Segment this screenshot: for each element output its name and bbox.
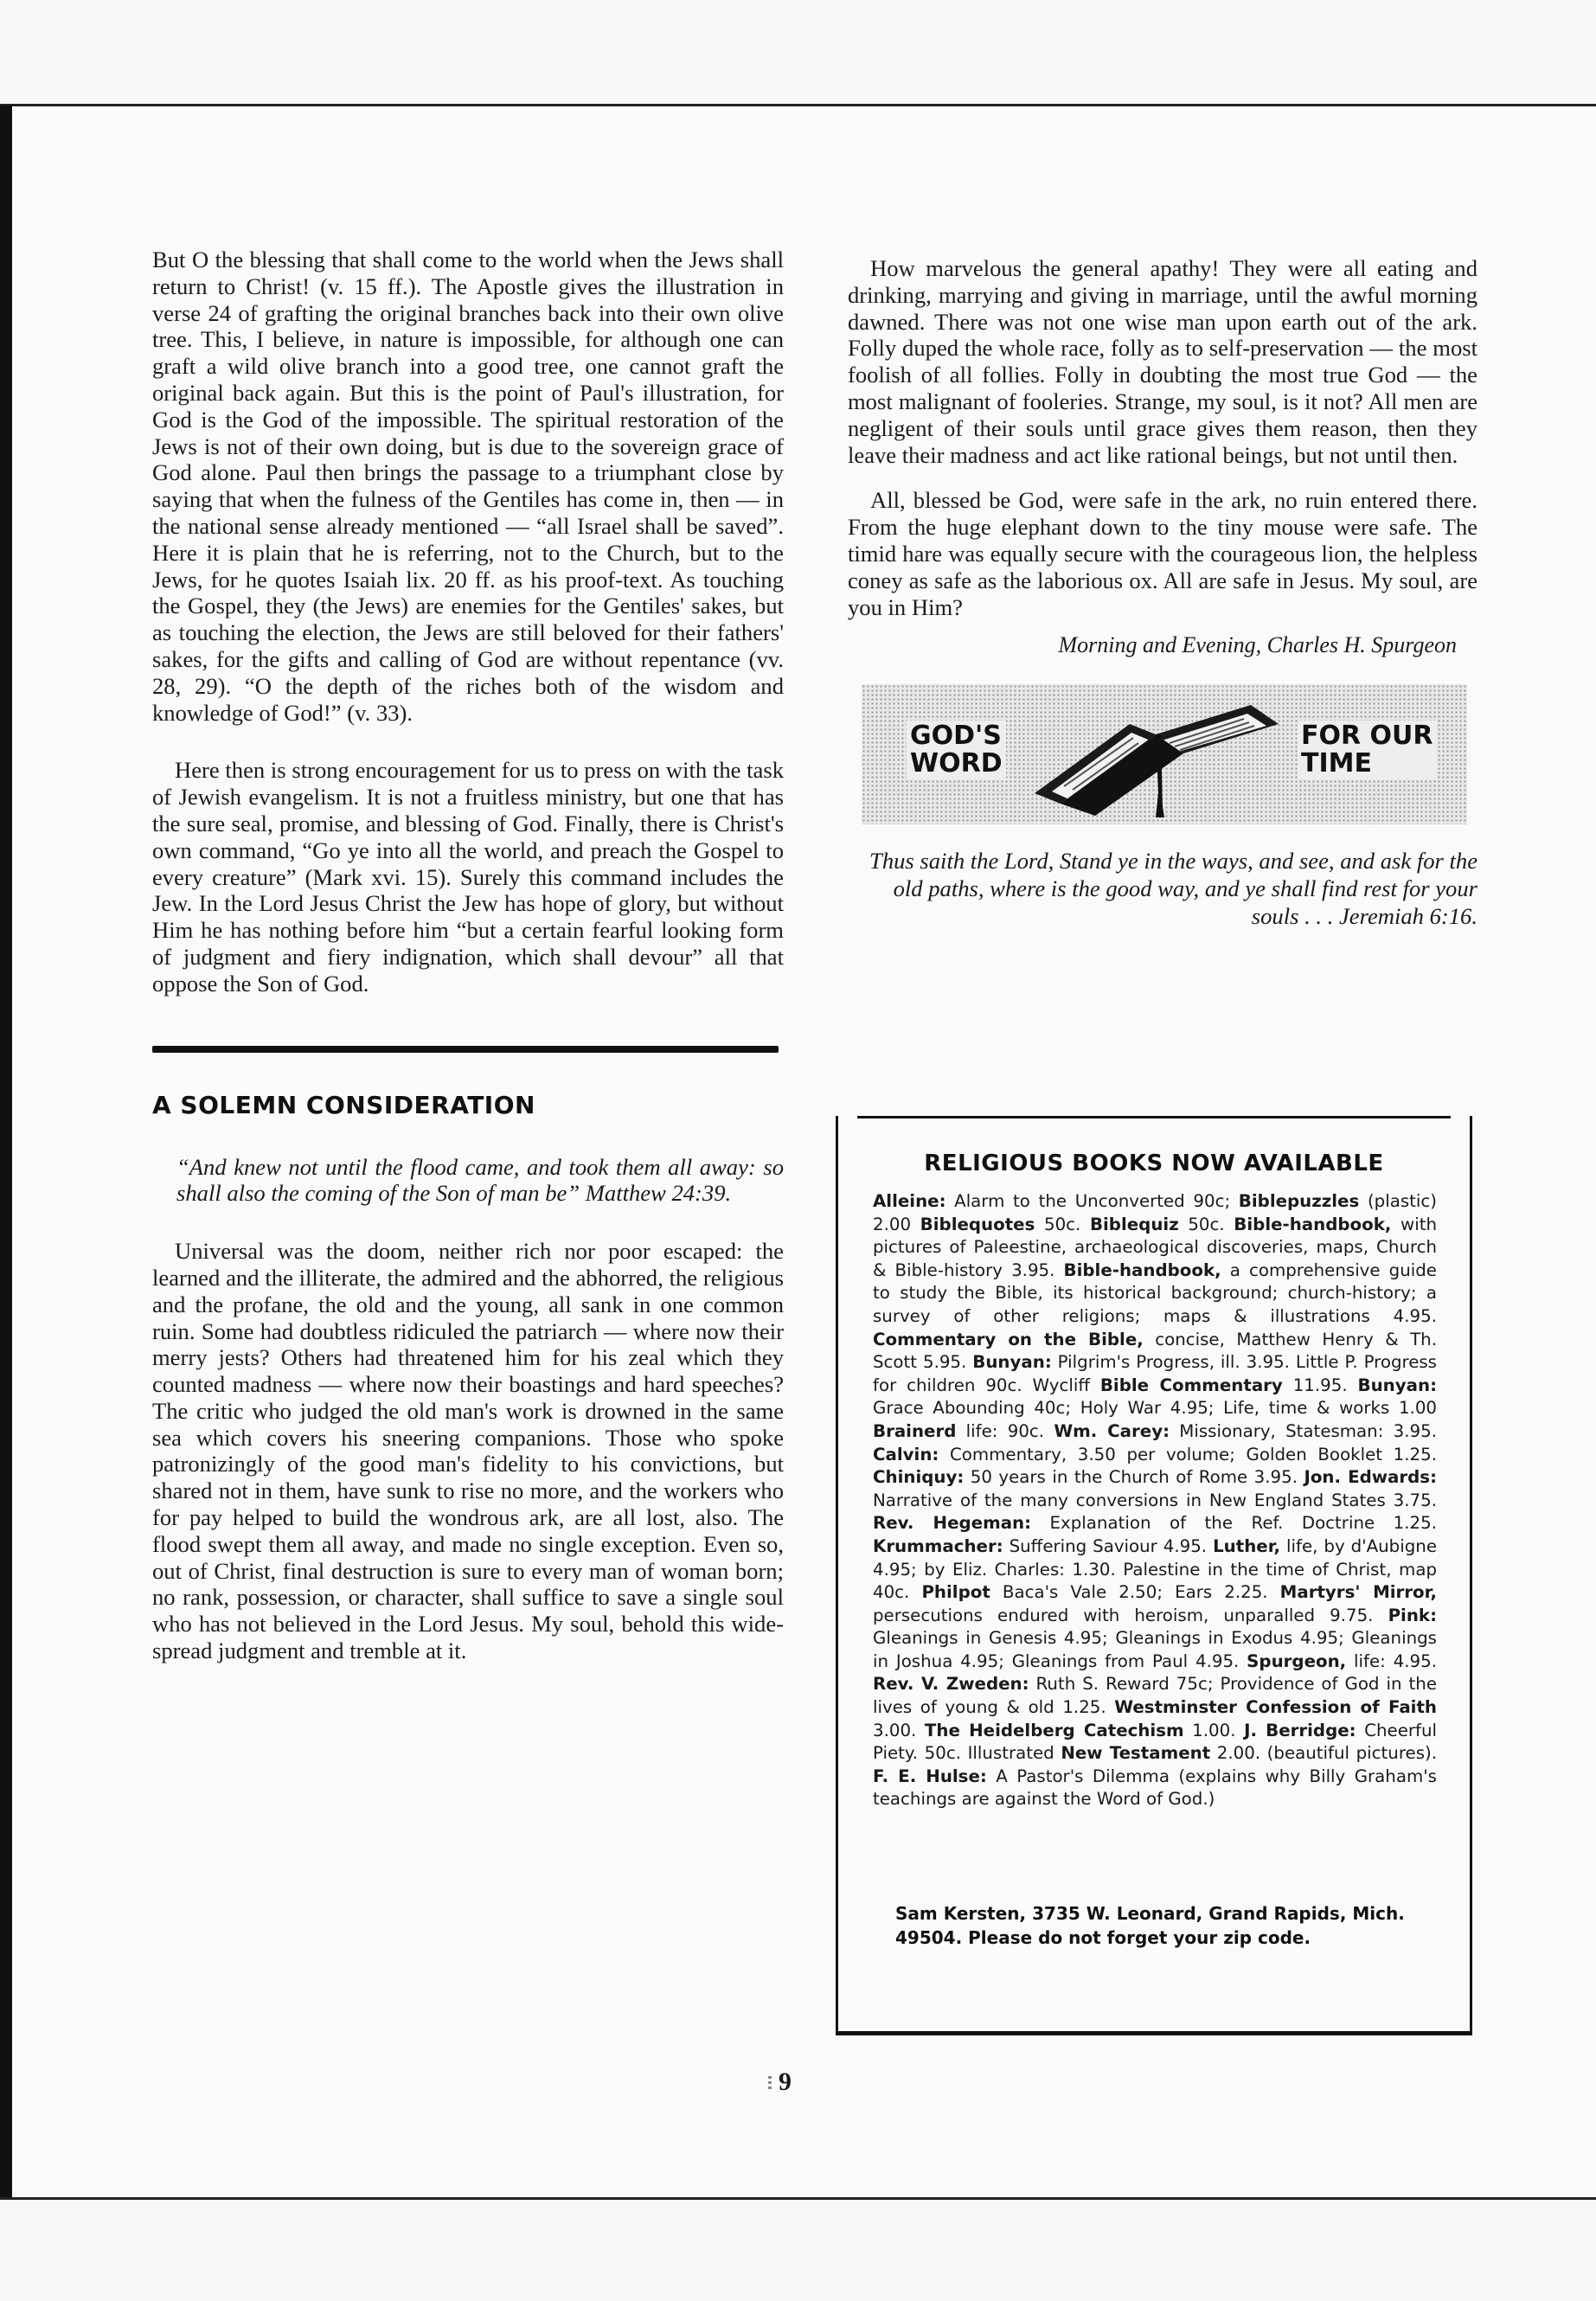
ad-entry-title: Luther, bbox=[1213, 1535, 1281, 1556]
left-paragraph-3: Universal was the doom, neither rich nor poor escaped: the learned and the illiterate, the admired and the abhorred, the religious and the profane, the old and the young, all sank in one common ruin. Some had doubtless ridiculed the patriarch — where now their merry jests? Others had threatened him for his zeal which they counted madness — where now their boastings and hard speeches? The critic who judged the old man's work is drowned in the same sea which covers his sneering companions. Those who spoke patronizingly of the good man's fidelity to his convictions, but shared not in them, have sunk to rise no more, and the workers who for pay helped to build the wondrous ark, are all lost, also. The flood swept them all away, and made no single exception. Even so, out of Christ, final destruction is sure to every man of woman born; no rank, possession, or character, shall suffice to save a single soul who has not believed in the Lord Jesus. My soul, behold this wide-spread judgment and tremble at it. bbox=[152, 1238, 784, 1664]
ad-entry-title: Rev. V. Zweden: bbox=[873, 1674, 1029, 1695]
ad-entry-title: Philpot bbox=[921, 1582, 990, 1603]
ad-entry-text: Pilgrim's Progress, ill. 3.95. Little P. Progress for children 90c. Wycliff bbox=[873, 1352, 1437, 1395]
ad-entry-text: 2.00. (beautiful pictures). bbox=[1210, 1743, 1438, 1764]
left-paragraph-2: Here then is strong encouragement for us to press on with the task of Jewish evangelism. It is not a fruitless ministry, but one that has the sure seal, promise, and blessing of God. Finally, there is Christ's own command, “Go ye into all the world, and preach the Gospel to every creature” (Mark xvi. 15). Surely this command includes the Jew. In the Lord Jesus Christ the Jew has hope of glory, but without Him he has nothing before him “but a certain fearful looking form of judgment and fiery indignation, which shall devour” all that oppose the Son of God. bbox=[152, 757, 784, 997]
ad-entry-text: persecutions endured with heroism, unparalled 9.75. bbox=[873, 1605, 1388, 1625]
ad-entry-title: Krummacher: bbox=[873, 1535, 1003, 1556]
page-number: 9 bbox=[779, 2067, 792, 2096]
jeremiah-quote: Thus saith the Lord, Stand ye in the ways, and see, and ask for the old paths, where is the good way, and ye shall find rest for your souls . . . Jeremiah 6:16. bbox=[869, 848, 1477, 930]
ad-entry-title: Rev. Hegeman: bbox=[873, 1513, 1032, 1534]
right-paragraph-1: How marvelous the general apathy! They were all eating and drinking, marrying and giving in marriage, until the awful morning dawned. There was not one wise man upon earth out of the ark. Folly duped the whole race, folly as to self-preservation — the most foolish of all follies. Folly in doubting the most true God — the most malignant of fooleries. Strange, my soul, is it not? All men are negligent of their souls until grace gives them reason, then they leave their madness and act like rational beings, but not until then. bbox=[848, 255, 1477, 468]
ad-entry-title: Wm. Carey: bbox=[1054, 1420, 1170, 1441]
ad-entry-title: Brainerd bbox=[873, 1420, 957, 1441]
ad-entry-text: Ruth S. Reward 75c; Providence of God in the lives of young & old 1.25. bbox=[873, 1674, 1437, 1718]
ad-entry-text: 50c. bbox=[1035, 1214, 1090, 1234]
ad-entry-title: The Heidelberg Catechism bbox=[924, 1720, 1184, 1740]
ad-entry-text: Missionary, Statesman: 3.95. bbox=[1170, 1420, 1437, 1441]
ad-entry-title: Bible-handbook, bbox=[1234, 1214, 1392, 1234]
page-number-mark bbox=[768, 2076, 772, 2092]
ad-entry-text: concise, Matthew Henry & Th. Scott 5.95. bbox=[873, 1329, 1437, 1373]
ad-entry-text: a comprehensive guide to study the Bible, its historical background; church-history; a survey of other religions; maps & illustrations 4.95. bbox=[873, 1259, 1437, 1326]
epigraph: “And knew not until the flood came, and took them all away: so shall also the coming of the Son of man be” Matthew 24:39. bbox=[176, 1153, 784, 1207]
ad-entry-text: 50c. bbox=[1178, 1214, 1234, 1234]
punch-mark bbox=[0, 1121, 10, 1133]
open-bible-icon bbox=[1026, 689, 1285, 819]
banner-left-line2: WORD bbox=[910, 748, 1003, 779]
ad-entry-text: 1.00. bbox=[1183, 1720, 1245, 1740]
ad-entry-text: Baca's Vale 2.50; Ears 2.25. bbox=[990, 1582, 1280, 1603]
ad-entry-text: Narrative of the many conversions in New England States 3.75. bbox=[873, 1490, 1437, 1510]
ad-entry-title: J. Berridge: bbox=[1244, 1720, 1356, 1740]
banner-right-line1: FOR OUR bbox=[1301, 721, 1433, 752]
ad-entry-text: life: 90c. bbox=[956, 1420, 1054, 1441]
ad-entry-title: Bunyan: bbox=[972, 1352, 1052, 1373]
ad-entry-text: Suffering Saviour 4.95. bbox=[1003, 1535, 1214, 1556]
right-paragraph-2: All, blessed be God, were safe in the ark, no ruin entered there. From the huge elephant down to the tiny mouse were safe. The timid hare was equally secure with the courageous lion, the helpless coney as safe as the laborious ox. All are safe in Jesus. My soul, are you in Him? bbox=[848, 487, 1477, 620]
ad-entry-text: life, by d'Aubigne 4.95; by Eliz. Charles: 1.30. Palestine in the time of Christ, map 40c. bbox=[873, 1535, 1437, 1603]
ad-entry-text: 3.00. bbox=[873, 1720, 925, 1740]
books-ad-box bbox=[836, 1116, 1472, 2035]
ad-entry-title: Chiniquy: bbox=[873, 1467, 965, 1488]
ad-entry-title: Bible-handbook, bbox=[1063, 1259, 1221, 1280]
ad-entry-title: Jon. Edwards: bbox=[1304, 1467, 1437, 1488]
ad-entry-title: F. E. Hulse: bbox=[873, 1766, 987, 1786]
banner-left-text bbox=[907, 721, 1006, 779]
banner-right-line2: TIME bbox=[1301, 748, 1372, 779]
ad-entry-text: Alarm to the Unconverted 90c; bbox=[945, 1191, 1239, 1211]
scan-left-edge bbox=[0, 106, 12, 2199]
ad-entry-title: Biblequiz bbox=[1089, 1214, 1179, 1234]
ad-book-list bbox=[873, 1190, 1437, 1811]
section-heading: A SOLEMN CONSIDERATION bbox=[152, 1090, 535, 1119]
ad-entry-title: Bible Commentary bbox=[1099, 1375, 1283, 1395]
ad-entry-text: Cheerful Piety. 50c. Illustrated bbox=[873, 1720, 1437, 1764]
ad-entry-title: Calvin: bbox=[873, 1444, 939, 1465]
left-column bbox=[152, 247, 784, 1664]
ad-entry-text: A Pastor's Dilemma (explains why Billy Graham's teachings are against the Word of God.) bbox=[873, 1766, 1437, 1810]
ad-entry-title: Spurgeon, bbox=[1247, 1650, 1347, 1671]
ad-entry-text: Gleanings in Genesis 4.95; Gleanings in Exodus 4.95; Gleanings in Joshua 4.95; Gleanings from Paul 4.95. bbox=[873, 1628, 1437, 1671]
ad-entry-title: Biblepuzzles bbox=[1238, 1191, 1360, 1211]
section-divider bbox=[152, 1046, 779, 1053]
ad-entry-title: New Testament bbox=[1061, 1743, 1211, 1764]
ad-entry-title: Westminster Confession of Faith bbox=[1114, 1697, 1437, 1718]
ad-entry-text: with pictures of Paleestine, archaeological discoveries, maps, Church & Bible-history 3.95. bbox=[873, 1214, 1437, 1280]
ad-entry-title: Martyrs' Mirror, bbox=[1279, 1582, 1438, 1603]
ad-entry-text: 11.95. bbox=[1282, 1375, 1358, 1395]
ad-entry-text: Explanation of the Ref. Doctrine 1.25. bbox=[1031, 1513, 1437, 1534]
banner-left-line1: GOD'S bbox=[910, 721, 1002, 752]
ad-entry-title: Alleine: bbox=[873, 1191, 946, 1211]
ad-heading: RELIGIOUS BOOKS NOW AVAILABLE bbox=[924, 1150, 1384, 1176]
ad-entry-text: Grace Abounding 40c; Holy War 4.95; Life, time & works 1.00 bbox=[873, 1398, 1437, 1419]
gods-word-banner bbox=[862, 684, 1467, 824]
ad-contact: Sam Kersten, 3735 W. Leonard, Grand Rapids, Mich. 49504. Please do not forget your zip code. bbox=[895, 1903, 1405, 1948]
ad-entry-title: Pink: bbox=[1388, 1605, 1437, 1625]
ad-entry-title: Commentary on the Bible, bbox=[873, 1329, 1144, 1349]
ad-entry-text: life: 4.95. bbox=[1346, 1650, 1437, 1671]
ad-entry-text: Commentary, 3.50 per volume; Golden Booklet 1.25. bbox=[939, 1444, 1437, 1465]
right-column bbox=[848, 255, 1477, 930]
ad-entry-text: 50 years in the Church of Rome 3.95. bbox=[964, 1467, 1304, 1488]
ad-entry-text: (plastic) 2.00 bbox=[873, 1191, 1437, 1234]
left-paragraph-1: But O the blessing that shall come to the world when the Jews shall return to Christ! (v. 15 ff.). The Apostle gives the illustration in verse 24 of grafting the original branches back into their own olive tree. This, I believe, in nature is impossible, for although one can graft a wild olive branch into a good tree, one cannot graft the original back again. But this is the point of Paul's illustration, for God is the God of the impossible. The spiritual restoration of the Jews is not of their own doing, but is due to the sovereign grace of God alone. Paul then brings the passage to a triumphant close by saying that when the fulness of the Gentiles has come in, then — in the national sense already mentioned — “all Israel shall be saved”. Here it is plain that he is referring, not to the Church, but to the Jews, for he quotes Isaiah lix. 20 ff. as his proof-text. As touching the Gospel, they (the Jews) are enemies for the Gentiles' sakes, but as touching the election, the Jews are still beloved for their fathers' sakes, for the gifts and calling of God are without repentance (vv. 28, 29). “O the depth of the riches both of the wisdom and knowledge of God!” (v. 33). bbox=[152, 247, 784, 726]
ad-entry-title: Bunyan: bbox=[1357, 1375, 1437, 1395]
ad-top-rule bbox=[857, 1116, 1451, 1118]
banner-right-text bbox=[1298, 721, 1437, 779]
punch-mark bbox=[0, 1609, 10, 1621]
ad-entry-title: Biblequotes bbox=[920, 1214, 1035, 1234]
scan-bottom-edge bbox=[0, 2197, 1596, 2200]
attribution: Morning and Evening, Charles H. Spurgeon bbox=[1058, 632, 1457, 658]
